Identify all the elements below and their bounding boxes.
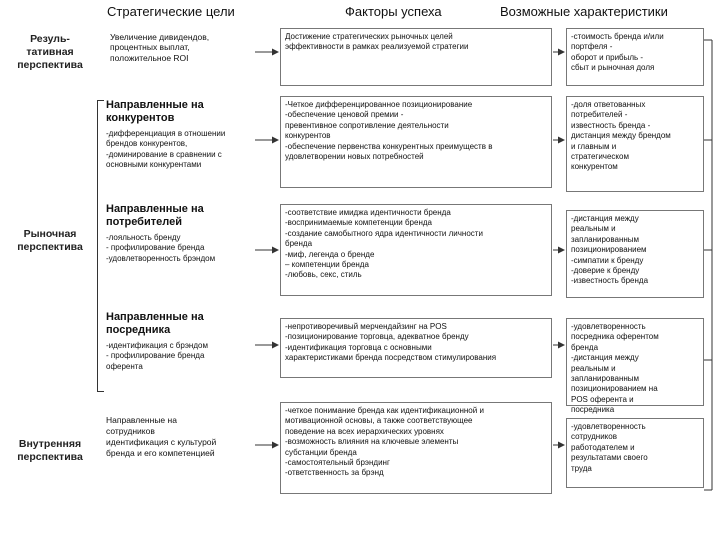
characteristic-text: -удовлетворенность сотрудников работодателем и результатами своего труда — [571, 422, 648, 473]
goal-text: -идентификация с брэндом - профилирование бренда оферента — [106, 341, 208, 371]
goal-title: Направленные на конкурентов — [106, 99, 204, 124]
goal-text: -лояльность бренду - профилирование бренда -удовлетворенность брэндом — [106, 233, 216, 263]
goal-text: Увеличение дивидендов, процентных выплат, положительное ROI — [110, 32, 210, 63]
goal-text: -дифференциация в отношении брендов конкурентов, -доминирование в сравнении с основными конкурентами — [106, 129, 226, 170]
perspective-internal: Внутренняя перспектива — [17, 438, 83, 463]
factor-text: -Четкое дифференцированное позиционирование -обеспечение ценовой премии - превентивное сопротивление деятельности конкурентов -обеспечение первенства конкурентных преимуществ в удовлетворении новых потребностей — [285, 100, 493, 162]
characteristic-text: -доля ответованных потребителей - известность бренда - дистанция между брендом и главным и стратегическом конкурентом — [571, 100, 671, 172]
factor-text: -четкое понимание бренда как идентификационной и мотивационной основы, а также соответствующее поведение на всех иерархических уровнях -возможность влияния на ключевые элементы субстанции бренда -самостоятельный брэндинг -ответственность за брэнд — [285, 406, 484, 478]
header-factors: Факторы успеха — [345, 4, 442, 19]
goal-title: Направленные на посредника — [106, 311, 204, 336]
perspective-market: Рыночная перспектива — [17, 228, 83, 253]
factor-text: Достижение стратегических рыночных целей эффективности в рамках реализуемой стратегии — [285, 32, 469, 52]
goal-text: Направленные на сотрудников идентификация с культурой бренда и его компетенцией — [106, 415, 217, 458]
characteristic-text: -стоимость бренда и/или портфеля - оборот и прибыль - сбыт и рыночная доля — [571, 32, 664, 73]
perspective-result: Резуль- тативная перспектива — [17, 33, 83, 71]
factor-text: -соответствие имиджа идентичности бренда -воспринимаемые компетенции бренда -создание самобытного ядра идентичности личности бренда -миф, легенда о бренде – компетенции бренда -любовь, секс, стиль — [285, 208, 483, 280]
characteristic-text: -дистанция между реальным и запланированным позиционированием -симпатии к бренду -доверие к бренду -известность бренда — [571, 214, 649, 286]
header-goals: Стратегические цели — [107, 4, 235, 19]
characteristic-text: -удовлетворенность посредника оферентом бренда -дистанция между реальным и запланированным позиционированием на POS оферента и посредника — [571, 322, 659, 415]
goal-title: Направленные на потребителей — [106, 203, 204, 228]
factor-text: -непротиворечивый мерчендайзинг на POS -позиционирование торговца, адекватное бренду -идентификация торговца с основными характеристиками бренда посредством стимулирования — [285, 322, 497, 363]
header-characteristics: Возможные характеристики — [500, 4, 668, 19]
